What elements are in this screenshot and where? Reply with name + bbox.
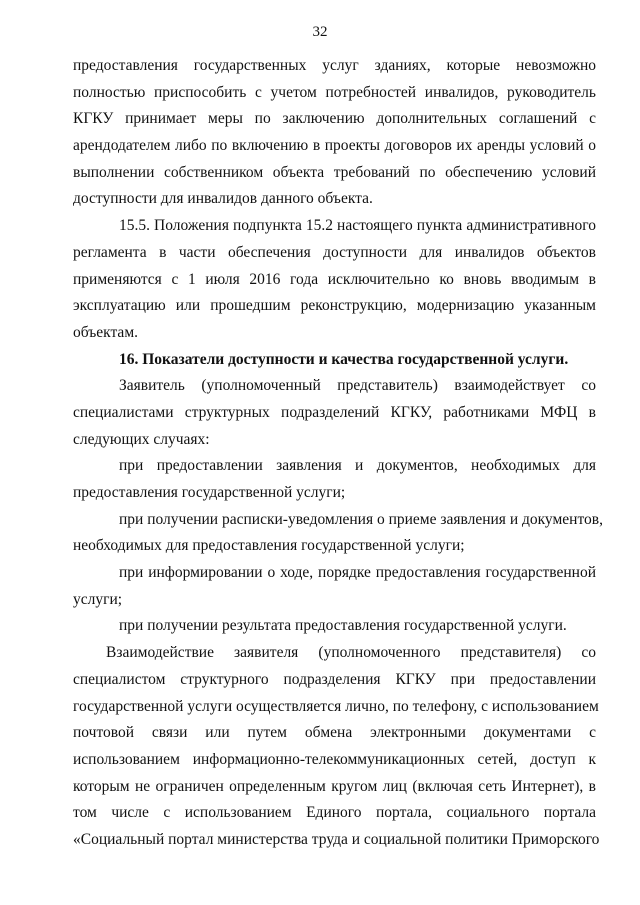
text-line: необходимых для предоставления государственной услуги;	[73, 537, 465, 555]
section-heading: 16. Показатели доступности и качества государственной услуги.	[119, 350, 569, 368]
text-line: предоставления государственных услуг зданиях, которые невозможно	[73, 57, 596, 74]
text-line: полностью приспособить с учетом потребностей инвалидов, руководитель	[73, 83, 596, 101]
text-line: Взаимодействие заявителя (уполномоченного представителя) со	[106, 644, 596, 662]
text-line: специалистами структурных подразделений КГКУ, работниками МФЦ в	[73, 403, 596, 421]
text-line: которым не ограничен определенным кругом лиц (включая сеть Интернет), в	[73, 777, 596, 795]
text-line: том числе с использованием Единого портала, социального портала	[73, 804, 596, 822]
text-line: при получении результата предоставления государственной услуги.	[119, 617, 567, 635]
text-line: «Социальный портал министерства труда и социальной политики Приморского	[73, 830, 600, 848]
text-line: предоставления государственной услуги;	[73, 484, 346, 501]
text-line: регламента в части обеспечения доступности для инвалидов объектов	[73, 243, 596, 261]
text-line: следующих случаях:	[73, 430, 210, 448]
text-line: использованием информационно-телекоммуникационных сетей, доступ к	[73, 750, 596, 768]
text-line: применяются с 1 июля 2016 года исключительно ко вновь вводимым в	[73, 270, 596, 288]
text-line: специалистом структурного подразделения КГКУ при предоставлении	[73, 670, 596, 688]
text-line: эксплуатацию или прошедшим реконструкцию, модернизацию указанным	[73, 297, 596, 315]
page-number: 32	[312, 24, 328, 40]
text-line: услуги;	[73, 590, 123, 608]
text-line: при информировании о ходе, порядке предоставления государственной	[119, 564, 596, 582]
text-line: объектам.	[73, 323, 138, 341]
text-line: почтовой связи или путем обмена электронными документами с	[73, 724, 596, 742]
document-body	[73, 53, 603, 854]
text-line: арендодателем либо по включению в проекты договоров их аренды условий о	[73, 137, 596, 155]
text-line: КГКУ принимает меры по заключению дополнительных соглашений с	[73, 110, 596, 128]
text-line: выполнении собственником объекта требований по обеспечению условий	[73, 163, 596, 181]
text-line: при получении расписки-уведомления о приеме заявления и документов,	[119, 510, 603, 528]
text-line: при предоставлении заявления и документов, необходимых для	[119, 457, 596, 475]
text-line: Заявитель (уполномоченный представитель) взаимодействует со	[119, 377, 596, 395]
text-line: доступности для инвалидов данного объекта.	[73, 190, 373, 208]
text-line: государственной услуги осуществляется лично, по телефону, с использованием	[73, 697, 599, 715]
text-line: 15.5. Положения подпункта 15.2 настоящего пункта административного	[119, 217, 596, 235]
